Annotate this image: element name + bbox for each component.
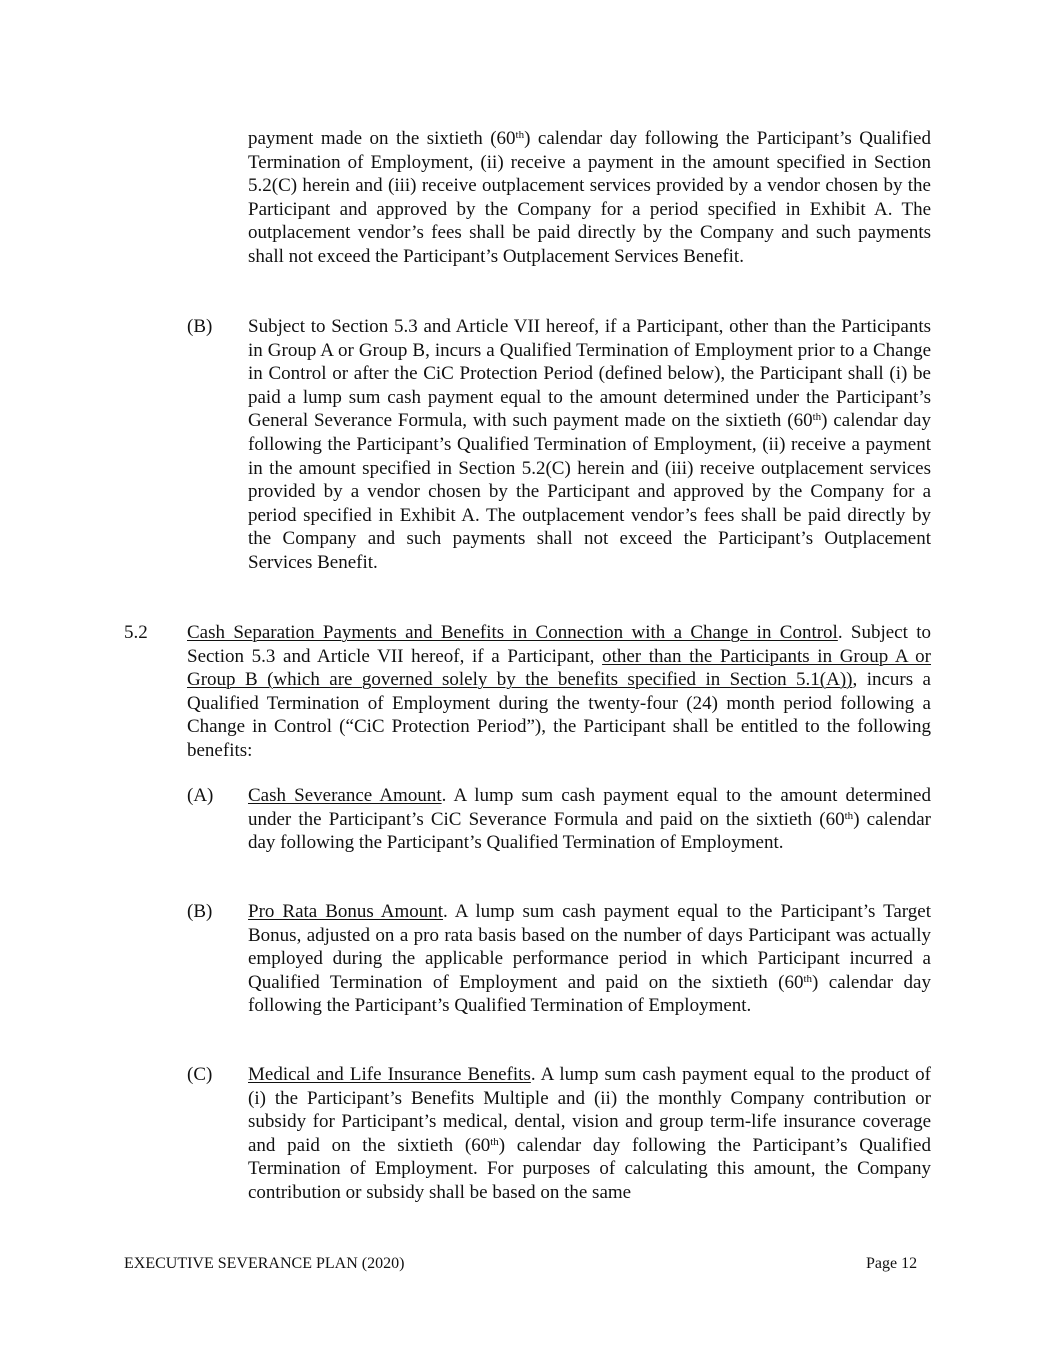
item-c-label: (C) (187, 1064, 213, 1085)
item-b-label: (B) (187, 901, 213, 922)
text: . A lump sum cash payment equal to the product of (i) the Participant’s Benefits Multiple and (ii) the monthly Company contribution or subsidy for Participant’s medical, dental, vision and group term-life insurance coverage and paid on the sixtieth (60 (248, 1064, 931, 1156)
text: ) calendar day following the Participant’s Qualified Termination of Employment. (248, 971, 931, 1017)
item-heading: Cash Severance Amount (248, 785, 442, 806)
text: . Subject to Section 5.3 and Article VII hereof, if a Participant, (187, 622, 931, 667)
section-5-2 (187, 621, 931, 763)
superscript: th (515, 129, 525, 141)
text: ) calendar day following the Participant’s Qualified Termination of Employment, (ii) receive a payment in the amount specified in Section 5.2(C) herein and (iii) receive outplacement services provided by a vendor chosen by the Participant and approved by the Company for a period specified in Exhibit A. The outplacement vendor’s fees shall be paid directly by the Company and such payments shall not exceed the Participant’s Outplacement Services Benefit. (248, 128, 931, 267)
item-heading: Medical and Life Insurance Benefits (248, 1064, 531, 1085)
superscript: th (803, 972, 813, 985)
paragraph-b (248, 315, 931, 575)
text: . A lump sum cash payment equal to the amount determined under the Participant’s CiC Severance Formula and paid on the sixtieth (60 (248, 785, 931, 830)
text: payment made on the sixtieth (60 (248, 128, 516, 149)
section-number: 5.2 (124, 622, 148, 643)
item-heading: Pro Rata Bonus Amount (248, 901, 444, 922)
footer-page-number: Page 12 (866, 1255, 918, 1272)
superscript: th (490, 1135, 499, 1148)
text: ) calendar day following the Participant’s Qualified Termination of Employment. For purposes of calculating this amount, the Company contribution or subsidy shall be based on the same (248, 1134, 931, 1203)
section-heading: Cash Separation Payments and Benefits in Connection with a Change in Control (187, 622, 838, 643)
text: Subject to Section 5.3 and Article VII hereof, if a Participant, other than the Participants in Group A or Group B, incurs a Qualified Termination of Employment prior to a Change in Control or after the CiC Protection Period (defined below), the Participant shall (i) be paid a lump sum cash payment equal to the amount determined under the Participant’s General Severance Formula, with such payment made on the sixtieth (60 (248, 316, 931, 432)
text: , incurs a Qualified Termination of Employment during the twenty-four (24) month period following a Change in Control (“CiC Protection Period”), the Participant shall be entitled to the following benefits: (187, 669, 931, 761)
item-a (248, 784, 931, 855)
item-a-label: (A) (187, 785, 214, 806)
superscript: th (812, 411, 822, 424)
text: . A lump sum cash payment equal to the Participant’s Target Bonus, adjusted on a pro rata basis based on the number of days Participant was actually employed during the applicable performance period in which Participant incurred a Qualified Termination of Employment and paid on the sixtieth (60 (248, 901, 931, 993)
paragraph-b-label: (B) (187, 316, 213, 337)
underlined-text: other than the Participants in Group A or Group B (which are governed solely by the benefits specified in Section 5.1(A)) (187, 645, 931, 691)
superscript: th (844, 809, 854, 822)
paragraph-a-continuation (248, 127, 931, 269)
item-b (248, 900, 931, 1018)
text: ) calendar day following the Participant’s Qualified Termination of Employment, (ii) receive a payment in the amount specified in Section 5.2(C) herein and (iii) receive outplacement services provided by a vendor chosen by the Participant and approved by the Company for a period specified in Exhibit A. The outplacement vendor’s fees shall be paid directly by the Company and such payments shall not exceed the Participant’s Outplacement Services Benefit. (248, 410, 931, 573)
text: ) calendar day following the Participant’s Qualified Termination of Employment. (248, 808, 931, 854)
item-c (248, 1063, 931, 1205)
footer-title: EXECUTIVE SEVERANCE PLAN (2020) (124, 1255, 405, 1272)
